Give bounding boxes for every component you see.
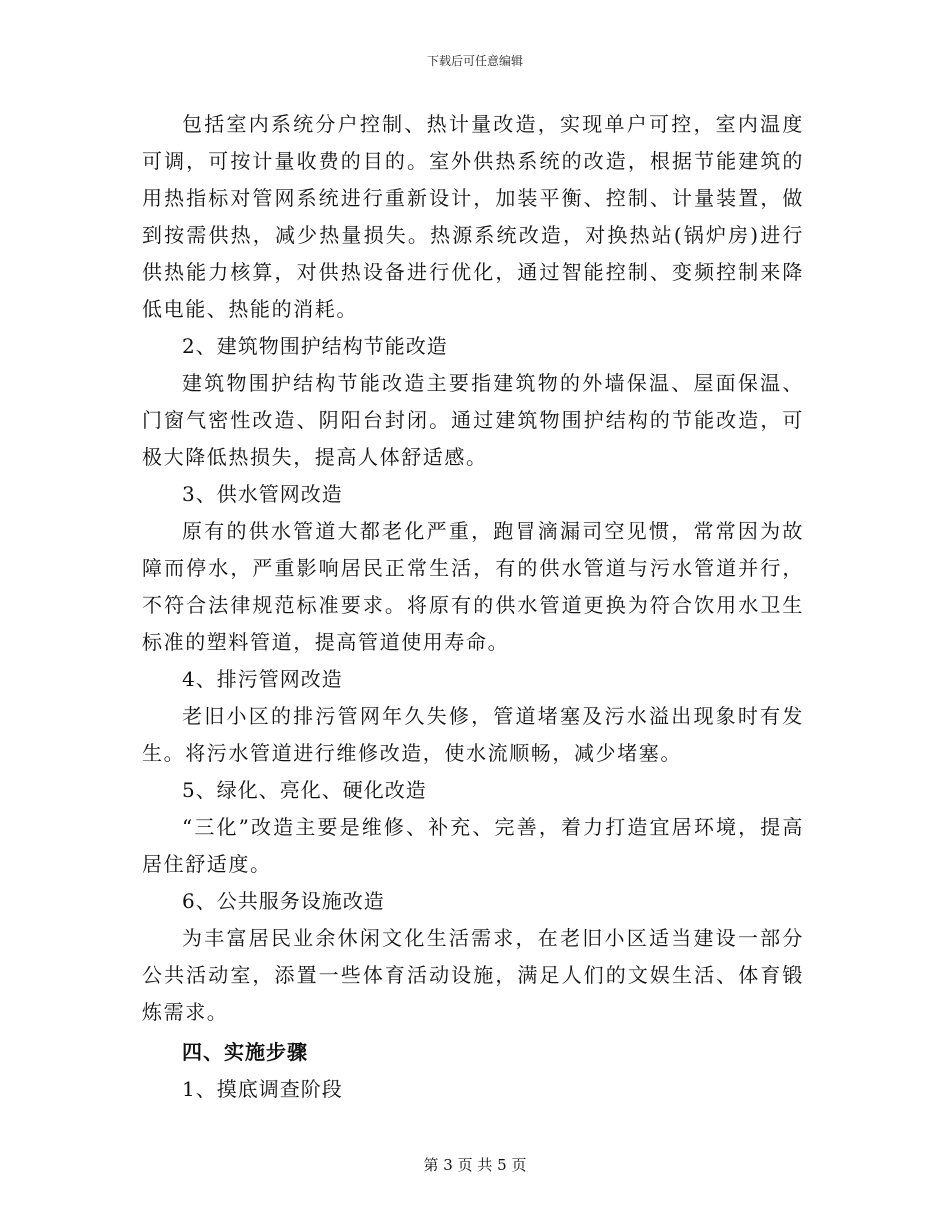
heading-building-envelope: 2、建筑物围护结构节能改造 bbox=[182, 334, 448, 358]
document-body bbox=[142, 106, 804, 1108]
paragraph-public-facilities: 为丰富居民业余休闲文化生活需求，在老旧小区适当建设一部分公共活动室，添置一些体育活动设施，满足人们的文娱生活、体育锻炼需求。 bbox=[142, 926, 804, 1024]
paragraph-heating-system: 包括室内系统分户控制、热计量改造，实现单户可控，室内温度可调，可按计量收费的目的。室外供热系统的改造，根据节能建筑的用热指标对管网系统进行重新设计，加装平衡、控制、计量装置，做到按需供热，减少热量损失。热源系统改造，对换热站(锅炉房)进行供热能力核算，对供热设备进行优化，通过智能控制、变频控制来降低电能、热能的消耗。 bbox=[142, 112, 804, 321]
paragraph-sewage: 老旧小区的排污管网年久失修，管道堵塞及污水溢出现象时有发生。将污水管道进行维修改造，使水流顺畅，减少堵塞。 bbox=[142, 704, 804, 765]
heading-water-supply: 3、供水管网改造 bbox=[182, 482, 343, 506]
page-footer: 第 3 页 共 5 页 bbox=[423, 1156, 527, 1174]
paragraph-greening: “三化”改造主要是维修、补充、完善，着力打造宜居环境，提高居住舒适度。 bbox=[142, 815, 804, 876]
section-heading-implementation: 四、实施步骤 bbox=[182, 1040, 308, 1064]
page-header: 下载后可任意编辑 bbox=[426, 54, 523, 68]
heading-public-facilities: 6、公共服务设施改造 bbox=[182, 889, 385, 913]
heading-survey-stage: 1、摸底调查阶段 bbox=[182, 1077, 343, 1101]
heading-sewage: 4、排污管网改造 bbox=[182, 667, 343, 691]
heading-greening: 5、绿化、亮化、硬化改造 bbox=[182, 778, 427, 802]
paragraph-building-envelope: 建筑物围护结构节能改造主要指建筑物的外墙保温、屋面保温、门窗气密性改造、阴阳台封闭。通过建筑物围护结构的节能改造，可极大降低热损失，提高人体舒适感。 bbox=[142, 371, 804, 469]
paragraph-water-supply: 原有的供水管道大都老化严重，跑冒滴漏司空见惯，常常因为故障而停水，严重影响居民正常生活，有的供水管道与污水管道并行，不符合法律规范标准要求。将原有的供水管道更换为符合饮用水卫生标准的塑料管道，提高管道使用寿命。 bbox=[142, 519, 804, 654]
